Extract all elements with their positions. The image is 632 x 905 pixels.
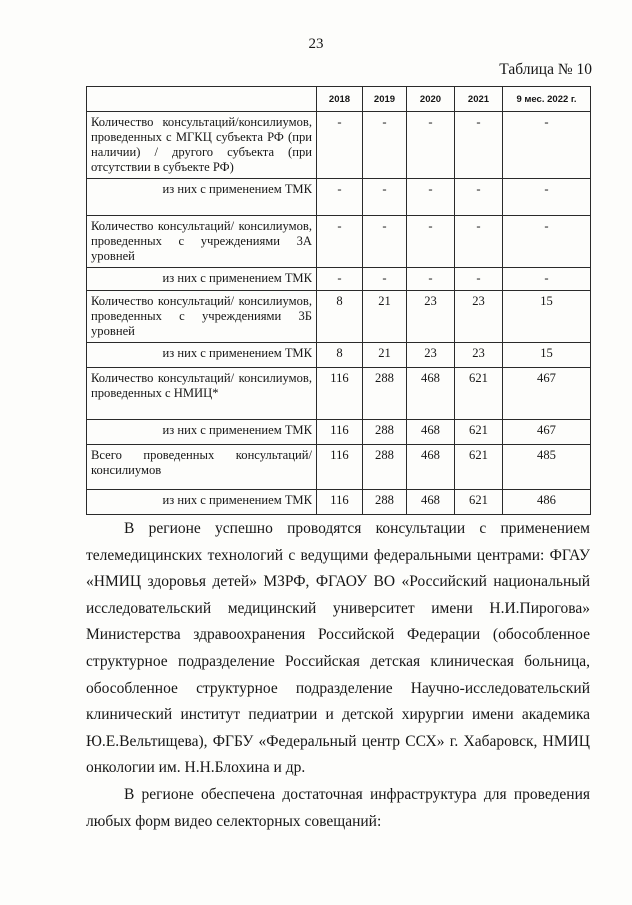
paragraph: В регионе успешно проводятся консультации с применением телемедицинских технологий с ведущими федеральными центрами: ФГАУ «НМИЦ здоровья детей» МЗРФ, ФГАОУ ВО «Российский национальный исследовательский медицинский университет имени Н.И.Пирогова» Министерства здравоохранения Российской Федерации (обособленное структурное подразделение Российская детская клиническая больница, обособленное структурное подразделение Научно-исследовательский клинический институт педиатрии и детской хирургии имени академика Ю.Е.Вельтищева), ФГБУ «Федеральный центр ССХ» г. Хабаровск, НМИЦ онкологии им. Н.Н.Блохина и др. [86, 520, 590, 777]
row-label: Количество консультаций/консилиумов, проведенных с МГКЦ субъекта РФ (при наличии) / другого субъекта (при отсутствии в субъекте РФ) [87, 112, 317, 179]
table-subrow [87, 268, 591, 291]
row-label: из них с применением ТМК [87, 420, 317, 445]
value-cell: - [503, 112, 591, 179]
value-cell: 621 [455, 490, 503, 515]
value-cell: 23 [407, 343, 455, 368]
table-subrow [87, 343, 591, 368]
table-row [87, 445, 591, 490]
table-row [87, 216, 591, 268]
value-cell: 15 [503, 291, 591, 343]
value-cell: 116 [317, 420, 363, 445]
table-row [87, 291, 591, 343]
value-cell: 116 [317, 490, 363, 515]
value-cell: - [455, 268, 503, 291]
value-cell: - [317, 216, 363, 268]
value-cell: - [407, 268, 455, 291]
table-caption: Таблица № 10 [499, 61, 592, 78]
page-number: 23 [308, 36, 324, 52]
header-year-2019: 2019 [363, 87, 407, 112]
value-cell: 621 [455, 420, 503, 445]
value-cell: 8 [317, 343, 363, 368]
value-cell: - [317, 179, 363, 216]
value-cell: - [455, 112, 503, 179]
value-cell: - [363, 268, 407, 291]
value-cell: 21 [363, 291, 407, 343]
value-cell: - [503, 216, 591, 268]
value-cell: 116 [317, 445, 363, 490]
table-subrow [87, 420, 591, 445]
value-cell: - [317, 112, 363, 179]
value-cell: 485 [503, 445, 591, 490]
row-label: Количество консультаций/ консилиумов, проведенных с НМИЦ* [87, 368, 317, 420]
value-cell: 468 [407, 445, 455, 490]
value-cell: 23 [407, 291, 455, 343]
row-label: из них с применением ТМК [87, 343, 317, 368]
table-body [87, 112, 591, 515]
value-cell: 468 [407, 420, 455, 445]
value-cell: - [407, 112, 455, 179]
value-cell: 468 [407, 368, 455, 420]
table-row [87, 112, 591, 179]
value-cell: 486 [503, 490, 591, 515]
statistics-table [86, 86, 591, 515]
row-label: из них с применением ТМК [87, 268, 317, 291]
value-cell: 621 [455, 368, 503, 420]
value-cell: 621 [455, 445, 503, 490]
value-cell: - [503, 268, 591, 291]
header-year-2018: 2018 [317, 87, 363, 112]
table-row [87, 368, 591, 420]
value-cell: - [455, 216, 503, 268]
row-label: Всего проведенных консультаций/ консилиумов [87, 445, 317, 490]
row-label: Количество консультаций/ консилиумов, проведенных с учреждениями 3Б уровней [87, 291, 317, 343]
value-cell: - [363, 216, 407, 268]
value-cell: - [363, 179, 407, 216]
value-cell: 116 [317, 368, 363, 420]
value-cell: 288 [363, 490, 407, 515]
value-cell: 23 [455, 343, 503, 368]
value-cell: 288 [363, 445, 407, 490]
value-cell: - [503, 179, 591, 216]
value-cell: 21 [363, 343, 407, 368]
table-subrow [87, 490, 591, 515]
value-cell: 15 [503, 343, 591, 368]
header-empty-cell [87, 87, 317, 112]
value-cell: 288 [363, 368, 407, 420]
value-cell: - [407, 216, 455, 268]
value-cell: 467 [503, 420, 591, 445]
header-year-2021: 2021 [455, 87, 503, 112]
paragraph: В регионе обеспечена достаточная инфраструктура для проведения любых форм видео селекторных совещаний: [86, 785, 590, 830]
row-label: Количество консультаций/ консилиумов, проведенных с учреждениями 3А уровней [87, 216, 317, 268]
value-cell: - [317, 268, 363, 291]
value-cell: 468 [407, 490, 455, 515]
value-cell: 8 [317, 291, 363, 343]
value-cell: 23 [455, 291, 503, 343]
body-text [86, 516, 590, 835]
value-cell: - [407, 179, 455, 216]
table-header-row [87, 87, 591, 112]
value-cell: - [455, 179, 503, 216]
value-cell: 467 [503, 368, 591, 420]
value-cell: 288 [363, 420, 407, 445]
row-label: из них с применением ТМК [87, 179, 317, 216]
value-cell: - [363, 112, 407, 179]
header-9-months-2022: 9 мес. 2022 г. [503, 87, 591, 112]
header-year-2020: 2020 [407, 87, 455, 112]
row-label: из них с применением ТМК [87, 490, 317, 515]
table-subrow [87, 179, 591, 216]
